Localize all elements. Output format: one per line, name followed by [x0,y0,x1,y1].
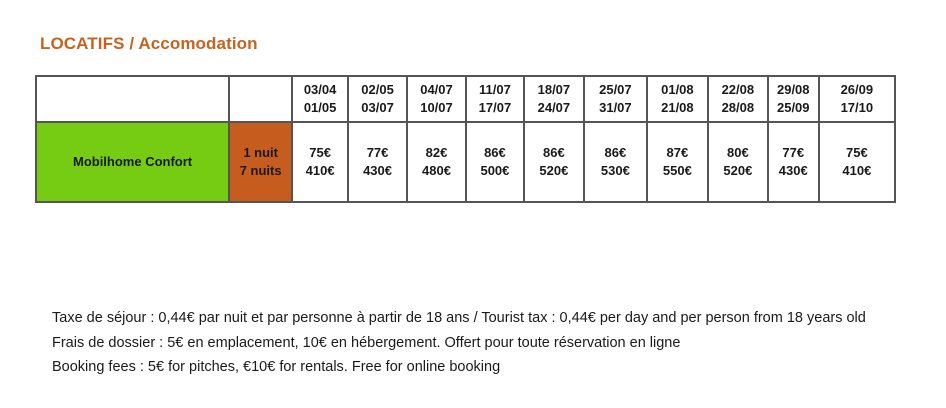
period-header-7: 22/08 28/08 [708,76,768,122]
table-row [36,122,895,202]
price-cell-7: 80€ 520€ [708,122,768,202]
period-header-5: 25/07 31/07 [584,76,647,122]
period-header-8: 29/08 25/09 [768,76,819,122]
booking-fees-note: Booking fees : 5€ for pitches, €10€ for rentals. Free for online booking [52,359,501,375]
period-header-0: 03/04 01/05 [292,76,348,122]
price-cell-0: 75€ 410€ [292,122,348,202]
price-cell-8: 77€ 430€ [768,122,819,202]
period-header-3: 11/07 17/07 [466,76,524,122]
file-fees-note: Frais de dossier : 5€ en emplacement, 10€ en hébergement. Offert pour toute réservation en ligne [52,334,681,351]
price-cell-1: 77€ 430€ [348,122,407,202]
period-header-2: 04/07 10/07 [407,76,466,122]
period-header-6: 01/08 21/08 [647,76,708,122]
notes-section [52,306,866,380]
period-header-9: 26/09 17/10 [819,76,895,122]
page-title: LOCATIFS / Accomodation [40,34,258,53]
price-cell-2: 82€ 480€ [407,122,466,202]
unit-label-cell: 1 nuit 7 nuits [229,122,292,202]
period-header-4: 18/07 24/07 [524,76,584,122]
product-name-cell: Mobilhome Confort [36,122,229,202]
header-row [36,76,895,122]
empty-corner-cell [36,76,229,122]
tourist-tax-note: Taxe de séjour : 0,44€ par nuit et par personne à partir de 18 ans / Tourist tax : 0,44€ per day and per person from 18 years old [52,310,866,326]
price-cell-9: 75€ 410€ [819,122,895,202]
period-header-1: 02/05 03/07 [348,76,407,122]
rates-table [35,75,896,203]
empty-unit-header-cell [229,76,292,122]
price-cell-6: 87€ 550€ [647,122,708,202]
price-cell-3: 86€ 500€ [466,122,524,202]
price-cell-4: 86€ 520€ [524,122,584,202]
price-cell-5: 86€ 530€ [584,122,647,202]
